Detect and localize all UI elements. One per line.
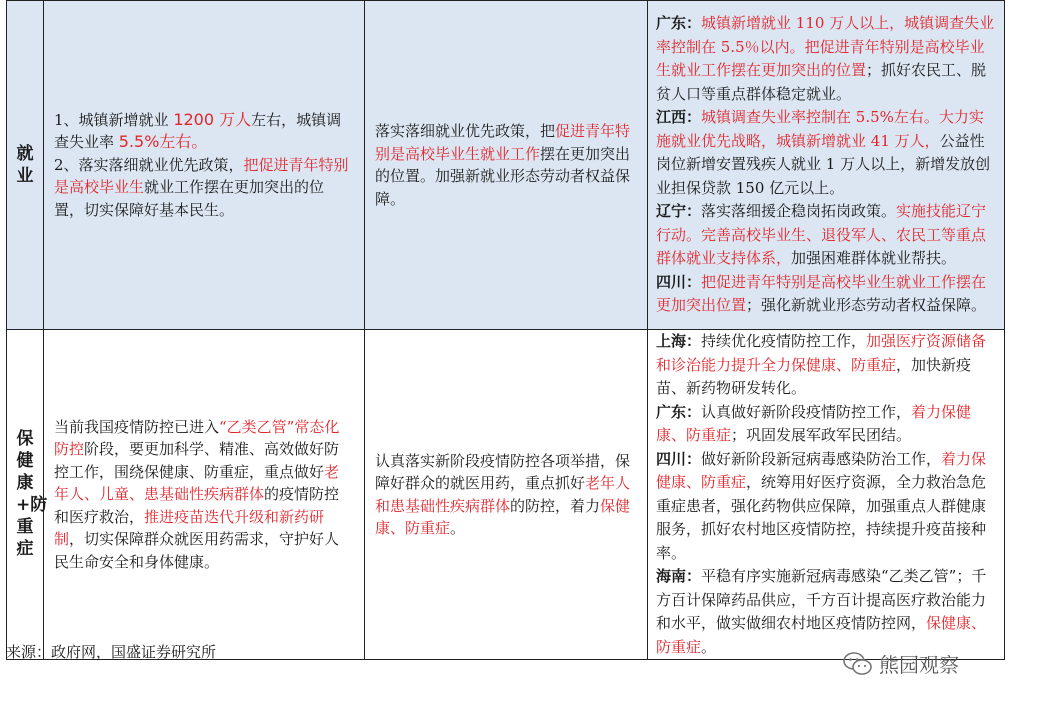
paragraph xyxy=(54,109,354,154)
province-entry-jiangxi: 江西：城镇调查失业率控制在 5.5%左右。大力实施就业优先战略，城镇新增就业 41 万人，公益性岗位新增安置残疾人就业 1 万人以上，新增发放创业担保贷款 150 亿元以上。 xyxy=(656,108,991,197)
row-label: 保健康+防重症 xyxy=(16,429,48,560)
highlight-text: 1200 万人 xyxy=(173,109,252,129)
province-entry-guangdong: 广东：认真做好新阶段疫情防控工作，着力保健康、防重症；巩固发展军政军民团结。 xyxy=(656,402,972,444)
text: 2、落实落细就业优先政策， xyxy=(54,155,244,174)
province-entry-hainan: 海南：平稳有序实施新冠病毒感染“乙类乙管”；千方百计保障药品供应，千方百计提高医疗救治能力和水平，做实做细农村地区疫情防控网，保健康、防重症。 xyxy=(656,567,987,656)
highlight-text: 把促进青年特别是高校毕业生 xyxy=(54,155,349,197)
province-cell xyxy=(648,330,1005,660)
policy-comparison-table xyxy=(6,0,1005,660)
national-target-cell: 当前我国疫情防控已进入“乙类乙管”常态化防控阶段，要更加科学、精准、高效做好防控工作，围绕保健康、防重症，重点做好老年人、儿童、患基础性疾病群体的疫情防控和医疗救治，推进疫苗迭代升级和新药研制，切实保障群众就医用药需求，守护好人民生命安全和身体健康。 xyxy=(44,330,365,660)
highlight-text: 促进青年特别是高校毕业生就业工作 xyxy=(375,122,631,163)
text: 1、城镇新增就业 xyxy=(54,110,174,129)
policy-cell xyxy=(365,1,648,330)
national-target-cell xyxy=(44,1,365,330)
source-note: 来源：政府网，国盛证券研究所 xyxy=(6,643,217,661)
watermark-text: 熊园观察 xyxy=(879,653,959,677)
highlight-text: 5.5%左右。 xyxy=(118,132,208,152)
province-entry-sichuan: 四川：做好新阶段新冠病毒感染防治工作，着力保健康、防重症，统筹用好医疗资源，全力救治急危重症患者，强化药物供应保障，加强重点人群健康服务，抓好农村地区疫情防控，持续提升疫苗接种率。 xyxy=(656,449,987,562)
watermark-logo xyxy=(843,649,959,678)
wechat-icon xyxy=(843,651,873,677)
text: 摆在更加突出的位置。加强新就业形态劳动者权益保障。 xyxy=(375,144,631,208)
text: 左右，城镇调查失业率 xyxy=(54,110,342,152)
row-label-cell xyxy=(7,1,44,330)
province-entry-liaoning: 辽宁：落实落细援企稳岗拓岗政策。实施技能辽宁行动。完善高校毕业生、退役军人、农民工等重点群体就业支持体系，加强困难群体就业帮扶。 xyxy=(656,202,987,268)
province-entry-shanghai: 上海：持续优化疫情防控工作，加强医疗资源储备和诊治能力提升全力保健康、防重症，加快新疫苗、新药物研发转化。 xyxy=(656,332,987,397)
text: 落实落细就业优先政策，把 xyxy=(375,122,556,140)
row-label: 就业 xyxy=(16,143,34,186)
province-entry-sichuan: 四川：把促进青年特别是高校毕业生就业工作摆在更加突出位置；强化新就业形态劳动者权益保障。 xyxy=(656,272,987,315)
text: 就业工作摆在更加突出的位置，切实保障好基本民生。 xyxy=(54,178,325,219)
province-cell xyxy=(648,1,1005,330)
table-row-employment xyxy=(7,1,1005,330)
paragraph xyxy=(54,154,354,222)
table-row-health xyxy=(7,330,1005,660)
policy-cell: 认真落实新阶段疫情防控各项举措，保障好群众的就医用药，重点抓好老年人和患基础性疾病群体的防控，着力保健康、防重症。 xyxy=(365,330,648,660)
province-entry-guangdong: 广东：城镇新增就业 110 万人以上，城镇调查失业率控制在 5.5％以内。把促进青年特别是高校毕业生就业工作摆在更加突出的位置；抓好农民工、脱贫人口等重点群体稳定就业。 xyxy=(656,14,995,103)
row-label-cell xyxy=(7,330,48,660)
